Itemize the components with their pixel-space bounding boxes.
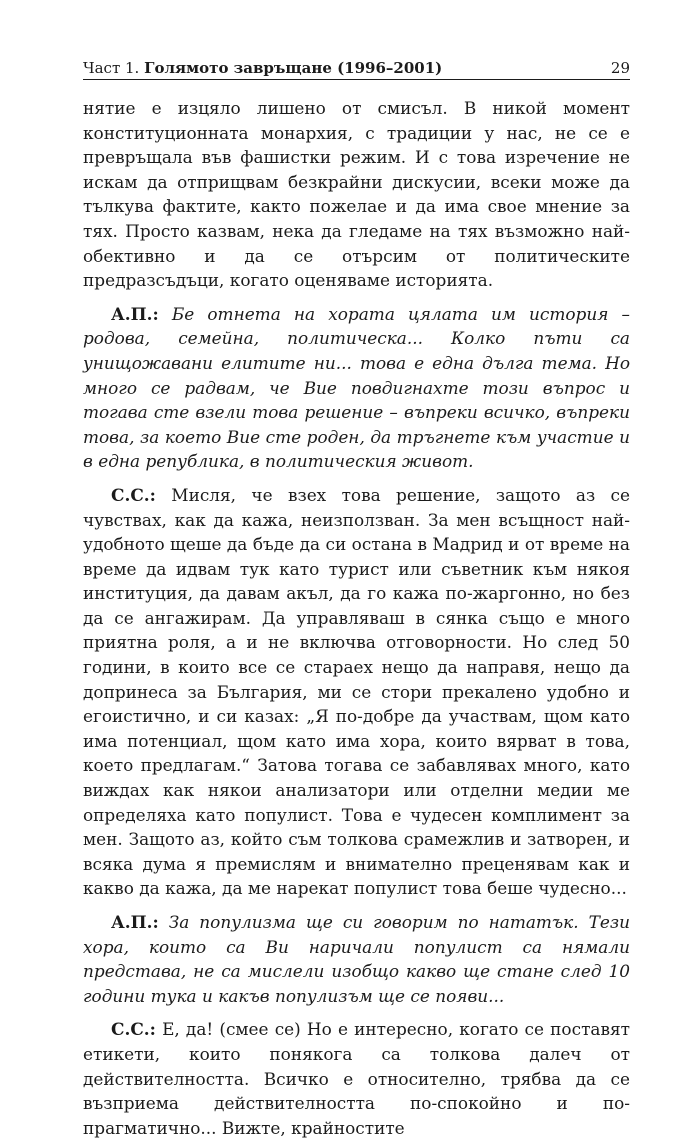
page-number: 29	[610, 59, 630, 77]
speaker-label: А.П.:	[111, 912, 159, 932]
paragraph-text: Мисля, че взех това решение, защото аз се чувствах, как да кажа, неизползван. За мен всъщност най-удобното щеше да бъде да си остана в Мадрид и от време на време да идвам тук като турист или съветник към някоя институция, да давам акъл, да го кажа по-жаргонно, но без да се ангажирам. Да управляваш в сянка също е много приятна роля, а и не включва отговорности. Но след 50 години, в които все се стараех нещо да направя, нещо да допринеса за България, ми се стори прекалено удобно и егоистично, и си казах: „Я по-добре да участвам, щом като има потенциал, щом като има хора, които вярват в това, което предлагам.“ Затова тогава се забавлявах много, като виждах как някои анализатори или отделни медии ме определяха като популист. Това е чудесен комплимент за мен. Защото аз, който съм толкова срамежлив и затворен, и всяка дума я премислям и внимателно преценявам как и какво да кажа, да ме нарекат популист това беше чудесно...	[83, 484, 630, 899]
speaker-label: А.П.:	[111, 303, 159, 324]
chapter-title: Голямото завръщане (1996–2001)	[144, 59, 443, 77]
paragraph	[83, 910, 630, 1008]
paragraph-text: Е, да! (смее се) Но е интересно, когато се поставят етикети, които понякога са толкова далеч от действителността. Всичко е относително, трябва да се възприема действителността по-спокойно и по-прагматично... Вижте, крайностите	[83, 1019, 630, 1138]
running-header	[83, 57, 630, 80]
paragraph	[83, 302, 630, 474]
part-label: Част 1.	[83, 59, 140, 77]
paragraph	[83, 1017, 630, 1140]
paragraph-text: нятие е изцяло лишено от смисъл. В никой момент конституционната монархия, с традиции у нас, не се е превръщала във фашистки режим. И с това изречение не искам да отприщвам безкрайни дискусии, всеки може да тълкува фактите, както пожелае и да има свое мнение за тях. Просто казвам, нека да гледаме на тях възможно най-обективно и да се отърсим от политическите предразсъдъци, когато оценяваме историята.	[83, 98, 630, 291]
paragraph	[83, 483, 630, 901]
paragraph-text: За популизма ще си говорим по нататък. Тези хора, които са Ви наричали популист са нямали представа, не са мислели изобщо какво ще стане след 10 години тука и какъв популизъм ще се появи...	[83, 912, 630, 1006]
paragraph	[83, 96, 630, 293]
speaker-label: С.С.:	[111, 1019, 156, 1040]
body-text	[83, 96, 630, 1140]
speaker-label: С.С.:	[111, 484, 156, 505]
paragraph-text: Бе отнета на хората цялата им история – родова, семейна, политическа... Колко пъти са унищожавани елитите ни... това е една дълга тема. Но много се радвам, че Вие повдигнахте този въпрос и тогава сте взели това решение – въпреки всичко, въпреки това, за което Вие сте роден, да тръгнете към участие и в една република, в политическия живот.	[83, 303, 630, 472]
